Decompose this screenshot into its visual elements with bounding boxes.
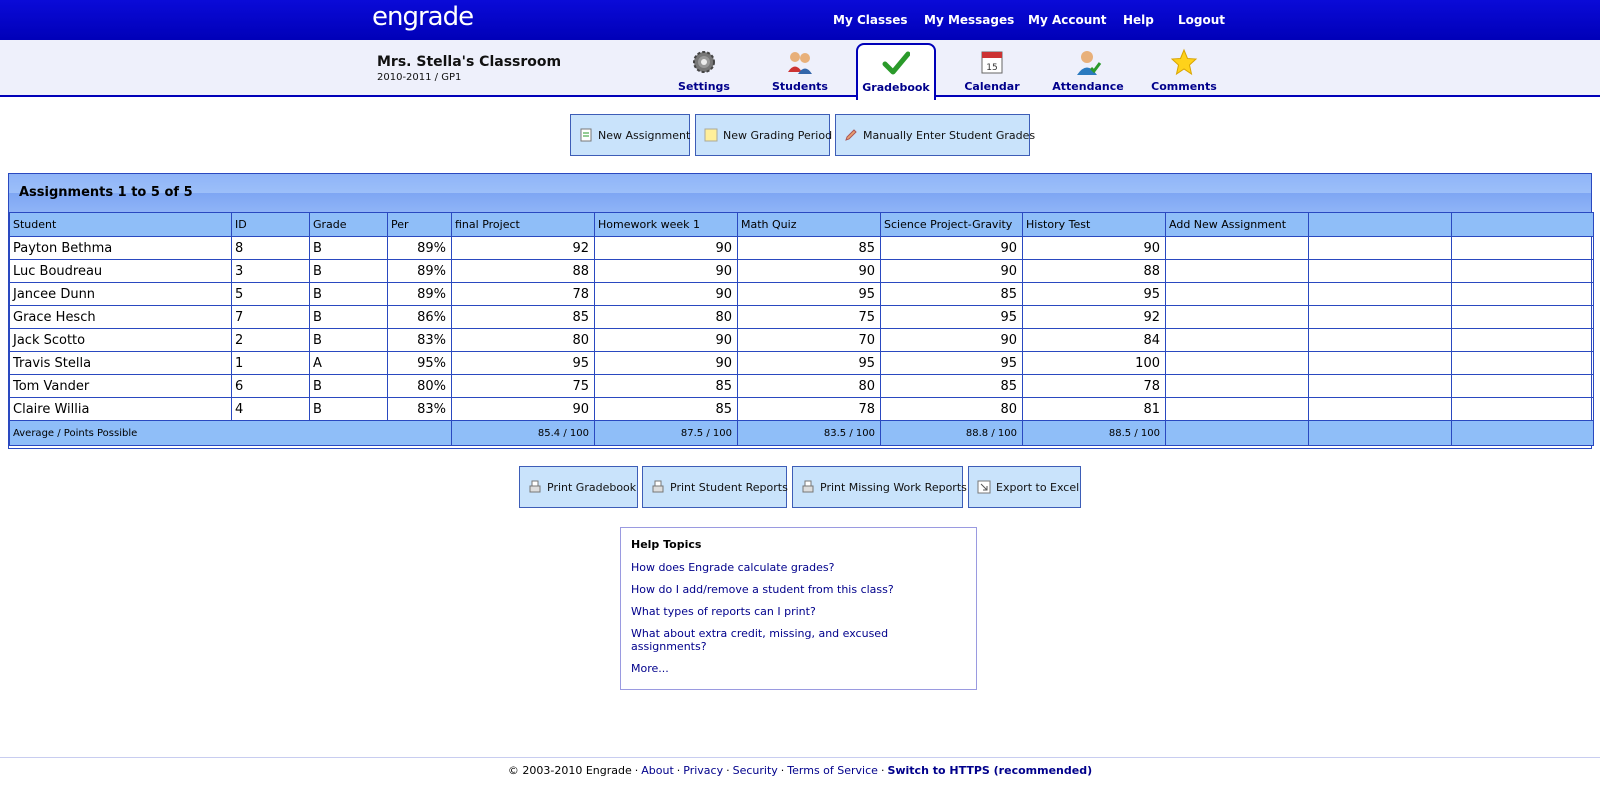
score-cell[interactable]: 80 — [738, 375, 881, 398]
print-gradebook-button[interactable] — [519, 466, 638, 508]
gradebook-header-row — [10, 213, 1594, 237]
empty-cell — [1452, 237, 1594, 260]
engrade-logo[interactable]: engrade — [372, 2, 474, 32]
average-label: Average / Points Possible — [10, 421, 452, 446]
column-header: Grade — [310, 213, 388, 237]
score-cell[interactable]: 90 — [595, 237, 738, 260]
student-id: 7 — [232, 306, 310, 329]
empty-cell — [1452, 398, 1594, 421]
help-link-add-remove-student[interactable]: How do I add/remove a student from this class? — [631, 583, 894, 596]
tab-calendar-label: Calendar — [964, 80, 1020, 93]
letter-grade: B — [310, 306, 388, 329]
export-excel-label: Export to Excel — [996, 480, 1080, 494]
student-name[interactable]: Jancee Dunn — [10, 283, 232, 306]
footer-divider — [0, 757, 1600, 758]
class-title: Mrs. Stella's Classroom — [377, 54, 562, 70]
score-cell[interactable]: 90 — [595, 329, 738, 352]
nav-help[interactable]: Help — [1123, 13, 1154, 27]
copyright-text: © 2003-2010 Engrade — [507, 764, 632, 777]
student-id: 2 — [232, 329, 310, 352]
tab-settings[interactable] — [664, 44, 744, 97]
column-header — [1452, 213, 1594, 237]
gear-icon — [690, 48, 718, 76]
student-row — [10, 260, 1594, 283]
student-row — [10, 398, 1594, 421]
empty-cell — [1309, 283, 1452, 306]
score-cell[interactable]: 92 — [452, 237, 595, 260]
column-header[interactable]: Math Quiz — [738, 213, 881, 237]
score-cell[interactable]: 84 — [1023, 329, 1166, 352]
tab-students[interactable] — [760, 44, 840, 97]
score-cell[interactable]: 95 — [738, 283, 881, 306]
column-header[interactable]: Homework week 1 — [595, 213, 738, 237]
empty-cell — [1166, 306, 1309, 329]
printer-icon — [651, 480, 665, 494]
average-cell: 83.5 / 100 — [738, 421, 881, 446]
empty-cell — [1452, 375, 1594, 398]
print-missing-work-button[interactable] — [792, 466, 967, 508]
footer-link-terms[interactable]: Terms of Service — [787, 764, 878, 777]
student-name[interactable]: Travis Stella — [10, 352, 232, 375]
footer-link-about[interactable]: About — [641, 764, 674, 777]
score-cell[interactable]: 75 — [452, 375, 595, 398]
percent: 83% — [388, 398, 452, 421]
empty-cell — [1452, 352, 1594, 375]
help-link-more[interactable]: More... — [631, 662, 669, 675]
letter-grade: B — [310, 260, 388, 283]
score-cell[interactable]: 80 — [881, 398, 1023, 421]
score-cell[interactable]: 95 — [738, 352, 881, 375]
gradebook-table — [9, 212, 1594, 446]
help-link-calculate-grades[interactable]: How does Engrade calculate grades? — [631, 561, 835, 574]
score-cell[interactable]: 78 — [738, 398, 881, 421]
percent: 83% — [388, 329, 452, 352]
footer: © 2003-2010 Engrade · About · Privacy · Security · Terms of Service · Switch to HTTPS (recommended) — [507, 764, 1093, 777]
score-cell[interactable]: 85 — [881, 375, 1023, 398]
add-new-assignment-column[interactable]: Add New Assignment — [1166, 213, 1309, 237]
printer-icon — [528, 480, 542, 494]
score-cell[interactable]: 95 — [881, 306, 1023, 329]
average-cell: 85.4 / 100 — [452, 421, 595, 446]
student-name[interactable]: Tom Vander — [10, 375, 232, 398]
column-header: Per — [388, 213, 452, 237]
print-student-reports-button[interactable] — [642, 466, 787, 508]
score-cell[interactable]: 88 — [452, 260, 595, 283]
empty-cell — [1452, 421, 1594, 446]
manually-enter-grades-label: Manually Enter Student Grades — [863, 128, 1036, 142]
new-grading-period-label: New Grading Period — [723, 128, 833, 142]
student-id: 3 — [232, 260, 310, 283]
score-cell[interactable]: 95 — [1023, 283, 1166, 306]
empty-cell — [1166, 283, 1309, 306]
empty-cell — [1309, 398, 1452, 421]
help-link-report-types[interactable]: What types of reports can I print? — [631, 605, 816, 618]
new-assignment-label: New Assignment — [598, 128, 691, 142]
column-header[interactable]: History Test — [1023, 213, 1166, 237]
new-assignment-icon — [579, 128, 593, 142]
empty-cell — [1166, 260, 1309, 283]
letter-grade: B — [310, 283, 388, 306]
average-cell: 88.8 / 100 — [881, 421, 1023, 446]
print-student-reports-label: Print Student Reports — [670, 480, 788, 494]
tab-students-label: Students — [772, 80, 828, 93]
score-cell[interactable]: 70 — [738, 329, 881, 352]
column-header[interactable]: final Project — [452, 213, 595, 237]
score-cell[interactable]: 85 — [881, 283, 1023, 306]
score-cell[interactable]: 90 — [738, 260, 881, 283]
score-cell[interactable]: 81 — [1023, 398, 1166, 421]
score-cell[interactable]: 85 — [595, 375, 738, 398]
tab-attendance-label: Attendance — [1052, 80, 1124, 93]
empty-cell — [1452, 260, 1594, 283]
percent: 86% — [388, 306, 452, 329]
empty-cell — [1309, 421, 1452, 446]
column-header[interactable]: Science Project-Gravity — [881, 213, 1023, 237]
checkmark-icon — [882, 49, 910, 77]
score-cell[interactable]: 78 — [1023, 375, 1166, 398]
score-cell[interactable]: 90 — [452, 398, 595, 421]
help-topics-box — [620, 527, 977, 690]
letter-grade: A — [310, 352, 388, 375]
nav-logout[interactable]: Logout — [1178, 13, 1226, 27]
score-cell[interactable]: 80 — [595, 306, 738, 329]
tab-calendar[interactable] — [952, 44, 1032, 97]
student-id: 6 — [232, 375, 310, 398]
average-cell: 87.5 / 100 — [595, 421, 738, 446]
column-header: ID — [232, 213, 310, 237]
print-missing-work-label: Print Missing Work Reports — [820, 480, 967, 494]
student-name[interactable]: Jack Scotto — [10, 329, 232, 352]
score-cell[interactable]: 90 — [595, 352, 738, 375]
gradebook-panel — [8, 173, 1592, 449]
score-cell[interactable]: 90 — [881, 329, 1023, 352]
percent: 80% — [388, 375, 452, 398]
nav-my-classes[interactable]: My Classes — [833, 13, 908, 27]
class-header — [0, 40, 1600, 97]
gradebook-heading: Assignments 1 to 5 of 5 — [9, 174, 1591, 212]
empty-cell — [1452, 306, 1594, 329]
pencil-icon — [844, 128, 858, 142]
student-id: 5 — [232, 283, 310, 306]
class-term: 2010-2011 / GP1 — [377, 72, 462, 83]
export-icon — [977, 480, 991, 494]
letter-grade: B — [310, 375, 388, 398]
tab-gradebook[interactable] — [856, 43, 936, 100]
empty-cell — [1166, 329, 1309, 352]
empty-cell — [1309, 375, 1452, 398]
score-cell[interactable]: 75 — [738, 306, 881, 329]
column-header: Student — [10, 213, 232, 237]
footer-link-security[interactable]: Security — [732, 764, 778, 777]
nav-my-messages[interactable]: My Messages — [924, 13, 1015, 27]
empty-cell — [1309, 260, 1452, 283]
student-name[interactable]: Claire Willia — [10, 398, 232, 421]
gradebook-body — [10, 237, 1594, 446]
student-row — [10, 283, 1594, 306]
score-cell[interactable]: 85 — [452, 306, 595, 329]
score-cell[interactable]: 78 — [452, 283, 595, 306]
student-name[interactable]: Grace Hesch — [10, 306, 232, 329]
percent: 89% — [388, 260, 452, 283]
score-cell[interactable]: 85 — [738, 237, 881, 260]
average-cell: 88.5 / 100 — [1023, 421, 1166, 446]
empty-cell — [1309, 352, 1452, 375]
empty-cell — [1309, 306, 1452, 329]
student-row — [10, 352, 1594, 375]
tab-comments[interactable] — [1144, 44, 1224, 97]
empty-cell — [1166, 375, 1309, 398]
score-cell[interactable]: 100 — [1023, 352, 1166, 375]
manually-enter-grades-button[interactable] — [835, 114, 1036, 156]
empty-cell — [1309, 237, 1452, 260]
student-id: 8 — [232, 237, 310, 260]
tab-attendance[interactable] — [1048, 44, 1128, 97]
new-assignment-button[interactable] — [570, 114, 690, 156]
score-cell[interactable]: 90 — [595, 260, 738, 283]
score-cell[interactable]: 95 — [452, 352, 595, 375]
score-cell[interactable]: 90 — [881, 260, 1023, 283]
tab-gradebook-label: Gradebook — [862, 81, 930, 94]
footer-link-https[interactable]: Switch to HTTPS (recommended) — [887, 764, 1093, 777]
new-grading-period-button[interactable] — [695, 114, 833, 156]
score-cell[interactable]: 80 — [452, 329, 595, 352]
help-topics-title: Help Topics — [631, 538, 702, 551]
student-name[interactable]: Payton Bethma — [10, 237, 232, 260]
export-excel-button[interactable] — [968, 466, 1081, 508]
letter-grade: B — [310, 398, 388, 421]
score-cell[interactable]: 85 — [595, 398, 738, 421]
svg-text:15: 15 — [986, 63, 998, 73]
top-navigation-bar — [0, 0, 1600, 40]
empty-cell — [1309, 329, 1452, 352]
score-cell[interactable]: 95 — [881, 352, 1023, 375]
score-cell[interactable]: 92 — [1023, 306, 1166, 329]
empty-cell — [1166, 237, 1309, 260]
letter-grade: B — [310, 329, 388, 352]
tab-settings-label: Settings — [678, 80, 730, 93]
student-row — [10, 306, 1594, 329]
empty-cell — [1166, 352, 1309, 375]
footer-link-privacy[interactable]: Privacy — [683, 764, 724, 777]
print-gradebook-label: Print Gradebook — [547, 480, 637, 494]
student-row — [10, 329, 1594, 352]
letter-grade: B — [310, 237, 388, 260]
empty-cell — [1166, 398, 1309, 421]
printer-icon — [801, 480, 815, 494]
column-header — [1309, 213, 1452, 237]
empty-cell — [1452, 283, 1594, 306]
percent: 89% — [388, 237, 452, 260]
attendance-icon — [1074, 48, 1102, 76]
star-icon — [1170, 48, 1198, 76]
note-icon — [704, 128, 718, 142]
student-name[interactable]: Luc Boudreau — [10, 260, 232, 283]
nav-my-account[interactable]: My Account — [1028, 13, 1107, 27]
student-row — [10, 375, 1594, 398]
empty-cell — [1452, 329, 1594, 352]
score-cell[interactable]: 88 — [1023, 260, 1166, 283]
empty-cell — [1166, 421, 1309, 446]
score-cell[interactable]: 90 — [1023, 237, 1166, 260]
score-cell[interactable]: 90 — [881, 237, 1023, 260]
average-row — [10, 421, 1594, 446]
student-id: 4 — [232, 398, 310, 421]
score-cell[interactable]: 90 — [595, 283, 738, 306]
calendar-icon — [978, 48, 1006, 76]
percent: 95% — [388, 352, 452, 375]
tab-comments-label: Comments — [1151, 80, 1217, 93]
students-icon — [786, 48, 814, 76]
percent: 89% — [388, 283, 452, 306]
help-link-extra-credit[interactable]: What about extra credit, missing, and excused assignments? — [631, 627, 889, 653]
student-row — [10, 237, 1594, 260]
student-id: 1 — [232, 352, 310, 375]
